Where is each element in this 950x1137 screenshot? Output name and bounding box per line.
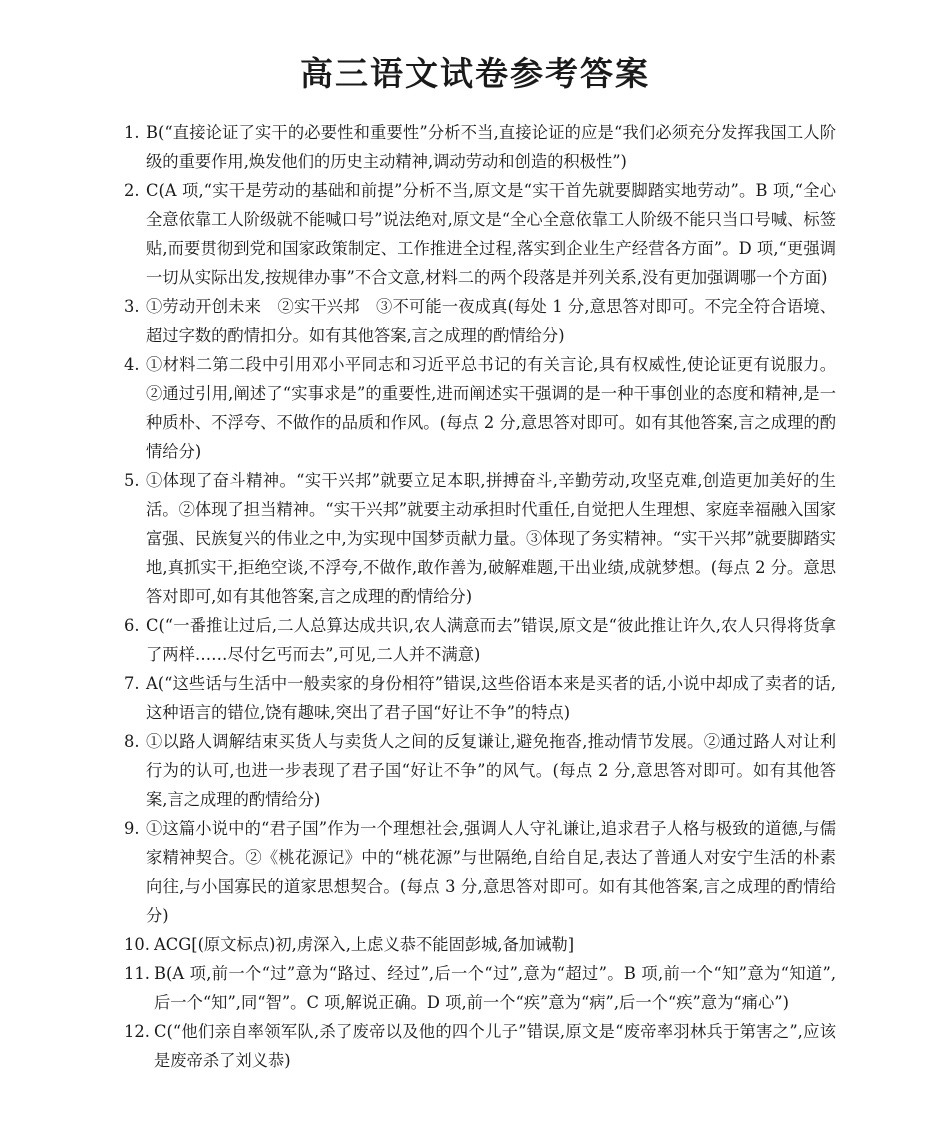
answer-number: 5. bbox=[124, 471, 140, 490]
answer-text: C(A 项,“实干是劳动的基础和前提”分析不当,原文是“实干首先就要脚踏实地劳动”。B 项,“全心全意依靠工人阶级就不能喊口号”说法绝对,原文是“全心全意依靠工人阶级不能只当口号喊、标签贴,而要贯彻到党和国家政策制定、工作推进全过程,落实到企业生产经营各方面”。D 项,“更强调一切从实际出发,按规律办事”不合文意,材料二的两个段落是并列关系,没有更加强调哪一个方面) bbox=[146, 181, 836, 287]
answer-number: 6. bbox=[124, 616, 140, 635]
answer-number: 4. bbox=[124, 355, 140, 374]
answer-item bbox=[124, 1017, 836, 1075]
answer-item bbox=[124, 118, 836, 176]
answer-text: ACG[(原文标点)初,虏深入,上虑义恭不能固彭城,备加诫勒] bbox=[154, 935, 575, 954]
answer-item bbox=[124, 669, 836, 727]
answer-number: 8. bbox=[124, 732, 140, 751]
answer-item bbox=[124, 350, 836, 466]
answer-item bbox=[124, 814, 836, 930]
answer-text: B(A 项,前一个“过”意为“路过、经过”,后一个“过”,意为“超过”。B 项,前一个“知”意为“知道”,后一个“知”,同“智”。C 项,解说正确。D 项,前一个“疾”意为“病”,后一个“疾”意为“痛心”) bbox=[154, 964, 836, 1012]
answer-item bbox=[124, 930, 836, 959]
answer-text: ①劳动开创未来 ②实干兴邦 ③不可能一夜成真(每处 1 分,意思答对即可。不完全符合语境、超过字数的酌情扣分。如有其他答案,言之成理的酌情给分) bbox=[146, 297, 836, 345]
answer-number: 2. bbox=[124, 181, 140, 200]
answer-item bbox=[124, 176, 836, 292]
answer-text: ①材料二第二段中引用邓小平同志和习近平总书记的有关言论,具有权威性,使论证更有说服力。②通过引用,阐述了“实事求是”的重要性,进而阐述实干强调的是一种干事创业的态度和精神,是一种质朴、不浮夸、不做作的品质和作风。(每点 2 分,意思答对即可。如有其他答案,言之成理的酌情给分) bbox=[146, 355, 836, 461]
answer-item bbox=[124, 727, 836, 814]
answer-number: 3. bbox=[124, 297, 140, 316]
answer-number: 11. bbox=[124, 964, 150, 983]
answer-text: B(“直接论证了实干的必要性和重要性”分析不当,直接论证的应是“我们必须充分发挥我国工人阶级的重要作用,焕发他们的历史主动精神,调动劳动和创造的积极性”) bbox=[146, 123, 836, 171]
answer-number: 7. bbox=[124, 674, 140, 693]
answer-text: C(“一番推让过后,二人总算达成共识,农人满意而去”错误,原文是“彼此推让许久,农人只得将货拿了两样……尽付乞丐而去”,可见,二人并不满意) bbox=[146, 616, 836, 664]
answer-number: 9. bbox=[124, 819, 140, 838]
answer-item bbox=[124, 466, 836, 611]
answer-text: C(“他们亲自率领军队,杀了废帝以及他的四个儿子”错误,原文是“废帝率羽林兵于第害之”,应该是废帝杀了刘义恭) bbox=[154, 1022, 836, 1070]
answer-list bbox=[124, 118, 836, 1075]
answer-text: ①以路人调解结束买货人与卖货人之间的反复谦让,避免拖沓,推动情节发展。②通过路人对让利行为的认可,也进一步表现了君子国“好让不争”的风气。(每点 2 分,意思答对即可。如有其他答案,言之成理的酌情给分) bbox=[146, 732, 836, 809]
answer-number: 10. bbox=[124, 935, 150, 954]
answer-text: A(“这些话与生活中一般卖家的身份相符”错误,这些俗语本来是买者的话,小说中却成了卖者的话,这种语言的错位,饶有趣味,突出了君子国“好让不争”的特点) bbox=[146, 674, 836, 722]
answer-item bbox=[124, 611, 836, 669]
answer-text: ①这篇小说中的“君子国”作为一个理想社会,强调人人守礼谦让,追求君子人格与极致的道德,与儒家精神契合。②《桃花源记》中的“桃花源”与世隔绝,自给自足,表达了普通人对安宁生活的朴素向往,与小国寡民的道家思想契合。(每点 3 分,意思答对即可。如有其他答案,言之成理的酌情给分) bbox=[146, 819, 836, 925]
answer-text: ①体现了奋斗精神。“实干兴邦”就要立足本职,拼搏奋斗,辛勤劳动,攻坚克难,创造更加美好的生活。②体现了担当精神。“实干兴邦”就要主动承担时代重任,自觉把人生理想、家庭幸福融入国家富强、民族复兴的伟业之中,为实现中国梦贡献力量。③体现了务实精神。“实干兴邦”就要脚踏实地,真抓实干,拒绝空谈,不浮夸,不做作,敢作善为,破解难题,干出业绩,成就梦想。(每点 2 分。意思答对即可,如有其他答案,言之成理的酌情给分) bbox=[146, 471, 836, 606]
page-title: 高三语文试卷参考答案 bbox=[300, 54, 650, 93]
answer-number: 12. bbox=[124, 1022, 150, 1041]
answer-item bbox=[124, 959, 836, 1017]
answer-number: 1. bbox=[124, 123, 140, 142]
answer-item bbox=[124, 292, 836, 350]
